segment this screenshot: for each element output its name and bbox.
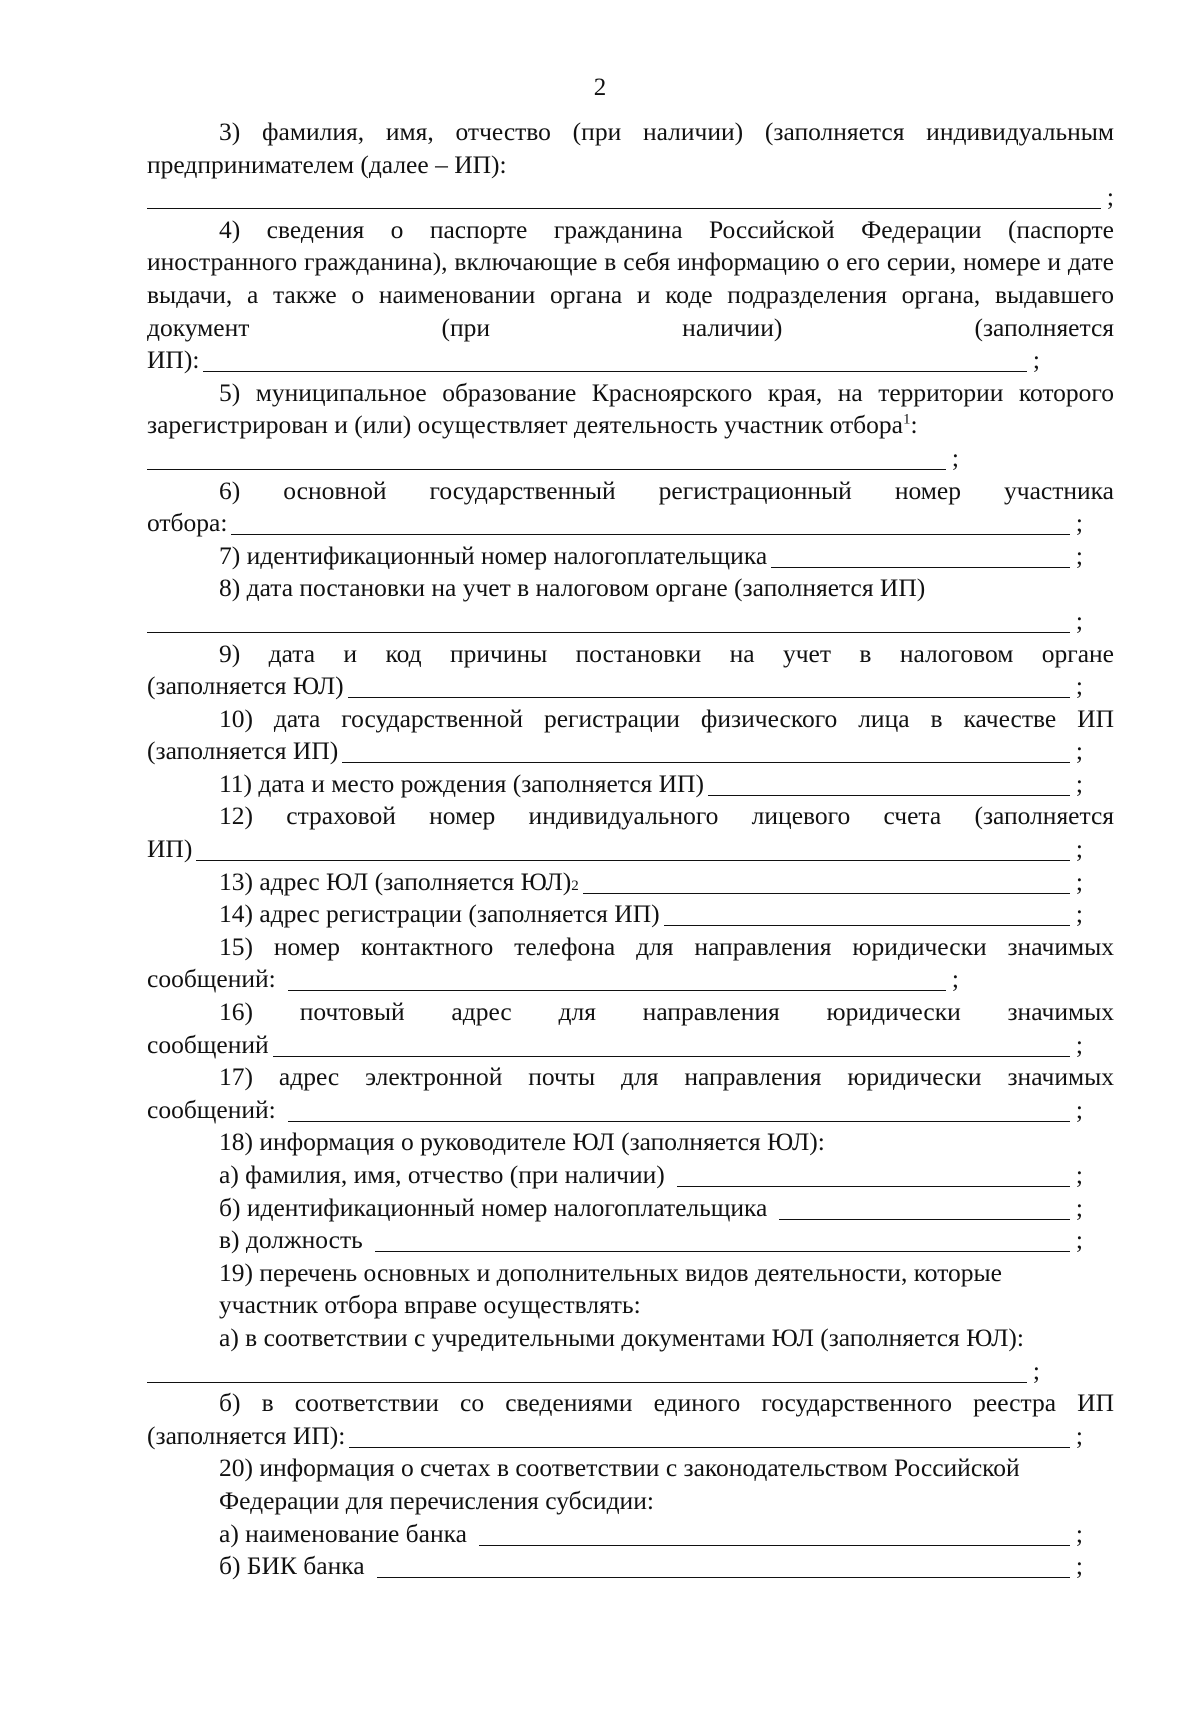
item-20-label: 20) информация о счетах в соответствии с законодательством Российской bbox=[219, 1453, 1020, 1483]
item-19b-label-b: (заполняется ИП): bbox=[147, 1420, 346, 1450]
item-11-input-line[interactable] bbox=[708, 773, 1070, 796]
item-19a-heading bbox=[147, 1322, 1114, 1355]
item-15-heading bbox=[147, 931, 1114, 964]
item-9-input-line[interactable] bbox=[348, 675, 1070, 698]
semicolon: ; bbox=[1075, 1420, 1083, 1450]
item-19b-field-line bbox=[147, 1420, 1114, 1453]
item-10-field-line bbox=[147, 735, 1114, 768]
semicolon: ; bbox=[1075, 1225, 1083, 1255]
semicolon: ; bbox=[1032, 1355, 1040, 1385]
item-18b-input-line[interactable] bbox=[779, 1197, 1070, 1220]
item-6-heading bbox=[147, 475, 1114, 508]
item-12-field-line bbox=[147, 833, 1114, 866]
item-4-input-line[interactable] bbox=[203, 349, 1026, 372]
item-13-field-line: 13) адрес ЮЛ (заполняется ЮЛ) 2 ; bbox=[147, 866, 1114, 899]
semicolon: ; bbox=[1075, 866, 1083, 896]
item-17-heading bbox=[147, 1061, 1114, 1094]
item-8-field-line bbox=[147, 605, 1114, 638]
page-number: 2 bbox=[593, 74, 607, 101]
item-14-input-line[interactable] bbox=[664, 903, 1070, 926]
item-14-label: 14) адрес регистрации (заполняется ИП) bbox=[219, 899, 660, 929]
item-16-field-line bbox=[147, 1029, 1114, 1062]
item-3-field-line bbox=[147, 181, 1114, 214]
item-20b-input-line[interactable] bbox=[377, 1555, 1070, 1578]
item-14-field-line bbox=[147, 898, 1114, 931]
semicolon: ; bbox=[1106, 182, 1114, 212]
item-18b-field-line bbox=[147, 1192, 1114, 1225]
item-8-label: 8) дата постановки на учет в налоговом органе (заполняется ИП) bbox=[219, 573, 926, 603]
item-16-input-line[interactable] bbox=[273, 1034, 1070, 1057]
item-5-input-line[interactable] bbox=[147, 447, 946, 470]
semicolon: ; bbox=[1075, 1160, 1083, 1189]
item-12-label: 12) страховой номер индивидуального лицевого счета (заполняется bbox=[219, 801, 1114, 831]
item-11-label: 11) дата и место рождения (заполняется ИП) bbox=[219, 768, 704, 798]
item-18c-label: в) должность bbox=[219, 1225, 363, 1255]
item-20a-input-line[interactable] bbox=[479, 1523, 1070, 1546]
item-7-label: 7) идентификационный номер налогоплательщика bbox=[219, 540, 768, 570]
item-10-input-line[interactable] bbox=[342, 740, 1070, 763]
item-16-heading bbox=[147, 996, 1114, 1029]
item-18a-input-line[interactable] bbox=[677, 1164, 1070, 1187]
item-3-text: 3) фамилия, имя, отчество (при наличии) (заполняется индивидуальным предпринимателем (далее – ИП): bbox=[147, 117, 1114, 179]
item-15-input-line[interactable] bbox=[288, 968, 946, 991]
item-16-label: 16) почтовый адрес для направления юридически значимых bbox=[219, 997, 1114, 1027]
item-20-heading-b bbox=[147, 1485, 1114, 1518]
item-18-label: 18) информация о руководителе ЮЛ (заполняется ЮЛ): bbox=[219, 1127, 825, 1157]
item-19a-input-line[interactable] bbox=[147, 1360, 1027, 1383]
semicolon: ; bbox=[1032, 345, 1040, 375]
item-16-label-b: сообщений bbox=[147, 1029, 269, 1059]
item-10-heading bbox=[147, 703, 1114, 736]
item-9-heading bbox=[147, 638, 1114, 671]
item-6-field-line bbox=[147, 507, 1114, 540]
item-5-colon: : bbox=[910, 410, 918, 440]
semicolon: ; bbox=[1075, 1518, 1083, 1548]
item-17-input-line[interactable] bbox=[288, 1099, 1070, 1122]
item-18c-field-line bbox=[147, 1224, 1114, 1257]
item-19-label-b: участник отбора вправе осуществлять: bbox=[219, 1290, 641, 1320]
item-12-heading bbox=[147, 800, 1114, 833]
item-13-label: 13) адрес ЮЛ (заполняется ЮЛ) bbox=[219, 866, 572, 896]
item-6-label-b: отбора: bbox=[147, 508, 228, 538]
item-11-field-line bbox=[147, 768, 1114, 801]
semicolon: ; bbox=[1075, 1029, 1083, 1059]
item-15-label-b: сообщений: bbox=[147, 964, 276, 994]
item-5-label: 5) муниципальное образование Красноярского края, на территории которого зарегистрирован и (или) осуществляет деятельность участник отбора bbox=[147, 377, 1114, 440]
item-4-field-line bbox=[147, 344, 1114, 377]
semicolon: ; bbox=[1075, 1094, 1083, 1124]
item-20-label-b: Федерации для перечисления субсидии: bbox=[219, 1485, 654, 1515]
semicolon: ; bbox=[1075, 899, 1083, 929]
semicolon: ; bbox=[1075, 508, 1083, 538]
item-4-text: 4) сведения о паспорте гражданина Российской Федерации (паспорте иностранного гражданина), включающие в себя информацию о его серии, номере и дате выдачи, а также о наименовании органа и коде подразделения органа, выдавшего документ (при наличии) (заполняется bbox=[147, 214, 1114, 342]
item-18a-field-line bbox=[147, 1159, 1114, 1192]
semicolon: ; bbox=[1075, 540, 1083, 570]
item-15-field-line bbox=[147, 963, 1114, 996]
item-5-text bbox=[147, 377, 1114, 442]
item-10-label: 10) дата государственной регистрации физического лица в качестве ИП bbox=[219, 703, 1114, 733]
item-19a-label: а) в соответствии с учредительными документами ЮЛ (заполняется ЮЛ): bbox=[219, 1322, 1024, 1352]
item-19-label: 19) перечень основных и дополнительных видов деятельности, которые bbox=[219, 1257, 1002, 1287]
item-20a-label: а) наименование банка bbox=[219, 1518, 467, 1548]
item-19b-input-line[interactable] bbox=[349, 1425, 1070, 1448]
item-7-input-line[interactable] bbox=[771, 545, 1070, 568]
item-9-label-b: (заполняется ЮЛ) bbox=[147, 671, 344, 701]
item-20b-label: б) БИК банка bbox=[219, 1551, 365, 1581]
item-6-label: 6) основной государственный регистрационный номер участника bbox=[219, 475, 1114, 505]
item-13-input-line[interactable] bbox=[583, 871, 1070, 894]
item-17-field-line bbox=[147, 1094, 1114, 1127]
semicolon: ; bbox=[1075, 1192, 1083, 1222]
item-19b-label: б) в соответствии со сведениями единого государственного реестра ИП bbox=[219, 1388, 1114, 1418]
item-9-field-line bbox=[147, 670, 1114, 703]
footnote-ref-1: 1 bbox=[902, 411, 911, 428]
item-18b-label: б) идентификационный номер налогоплательщика bbox=[219, 1192, 768, 1222]
item-20-heading bbox=[147, 1452, 1114, 1485]
item-8-heading bbox=[147, 572, 1114, 605]
item-20b-field-line bbox=[147, 1550, 1114, 1583]
item-17-label: 17) адрес электронной почты для направления юридически значимых bbox=[219, 1062, 1114, 1092]
item-18a-label: а) фамилия, имя, отчество (при наличии) bbox=[219, 1160, 665, 1189]
item-3-input-line[interactable] bbox=[147, 186, 1101, 209]
item-12-label-b: ИП) bbox=[147, 834, 193, 864]
item-15-label: 15) номер контактного телефона для направления юридически значимых bbox=[219, 931, 1114, 961]
item-10-label-b: (заполняется ИП) bbox=[147, 736, 339, 766]
item-8-input-line[interactable] bbox=[147, 610, 1070, 633]
item-6-input-line[interactable] bbox=[231, 512, 1069, 535]
semicolon: ; bbox=[1075, 834, 1083, 864]
semicolon: ; bbox=[951, 964, 959, 994]
item-19-heading-b bbox=[147, 1289, 1114, 1322]
item-19-heading bbox=[147, 1257, 1114, 1290]
semicolon: ; bbox=[1075, 768, 1083, 798]
form-content bbox=[147, 116, 1114, 1583]
item-12-input-line[interactable] bbox=[196, 838, 1070, 861]
semicolon: ; bbox=[1075, 671, 1083, 701]
semicolon: ; bbox=[951, 442, 959, 472]
semicolon: ; bbox=[1075, 605, 1083, 635]
semicolon: ; bbox=[1075, 1551, 1083, 1581]
item-17-label-b: сообщений: bbox=[147, 1094, 276, 1124]
item-19a-field-line bbox=[147, 1355, 1114, 1388]
item-9-label: 9) дата и код причины постановки на учет в налоговом органе bbox=[219, 638, 1114, 668]
item-7-field-line bbox=[147, 540, 1114, 573]
item-18c-input-line[interactable] bbox=[375, 1229, 1070, 1252]
item-4-label: ИП): bbox=[147, 345, 200, 375]
semicolon: ; bbox=[1075, 736, 1083, 766]
item-18-heading bbox=[147, 1126, 1114, 1159]
item-5-field-line bbox=[147, 442, 1114, 475]
item-20a-field-line bbox=[147, 1518, 1114, 1551]
item-19b-heading bbox=[147, 1387, 1114, 1420]
